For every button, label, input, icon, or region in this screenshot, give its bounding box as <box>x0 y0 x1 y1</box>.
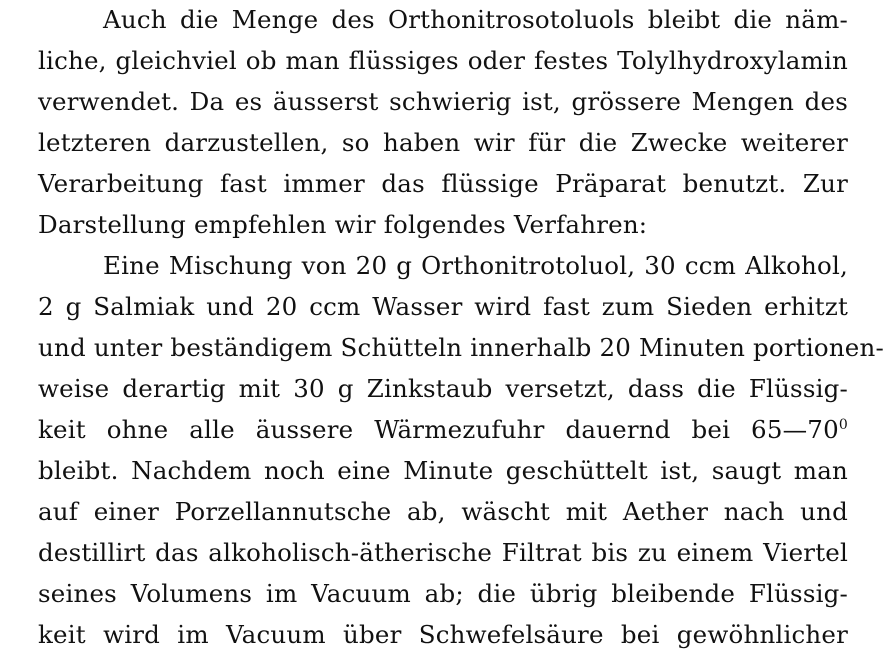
text-line: Darstellung empfehlen wir folgendes Verfahren: <box>38 210 648 239</box>
degree-mark: 0 <box>838 416 848 433</box>
text-line: auf einer Porzellannutsche ab, wäscht mit Aether nach und <box>38 497 848 526</box>
text-line-with-degree <box>38 412 848 448</box>
text-line: letzteren darzustellen, so haben wir für die Zwecke weiterer <box>38 128 848 157</box>
text-line: keit wird im Vacuum über Schwefelsäure bei gewöhnlicher <box>38 620 848 649</box>
text-line: Auch die Menge des Orthonitrosotoluols bleibt die näm- <box>103 5 848 34</box>
text-line: und unter beständigem Schütteln innerhalb 20 Minuten portionen- <box>38 333 884 362</box>
text-line: 2 g Salmiak und 20 ccm Wasser wird fast zum Sieden erhitzt <box>38 292 848 321</box>
text-line: verwendet. Da es äusserst schwierig ist, grössere Mengen des <box>38 87 848 116</box>
text-line: Eine Mischung von 20 g Orthonitrotoluol, 30 ccm Alkohol, <box>103 251 848 280</box>
text-line: bleibt. Nachdem noch eine Minute geschüttelt ist, saugt man <box>38 456 848 485</box>
text-line: liche, gleichviel ob man flüssiges oder festes Tolylhydroxylamin <box>38 46 848 75</box>
text-line: seines Volumens im Vacuum ab; die übrig bleibende Flüssig- <box>38 579 848 608</box>
text-line-body: keit ohne alle äussere Wärmezufuhr dauernd bei 65—70 <box>38 415 839 444</box>
text-line: Verarbeitung fast immer das flüssige Präparat benutzt. Zur <box>38 169 848 198</box>
text-line: destillirt das alkoholisch-ätherische Filtrat bis zu einem Viertel <box>38 538 848 567</box>
text-line: weise derartig mit 30 g Zinkstaub versetzt, dass die Flüssig- <box>38 374 848 403</box>
